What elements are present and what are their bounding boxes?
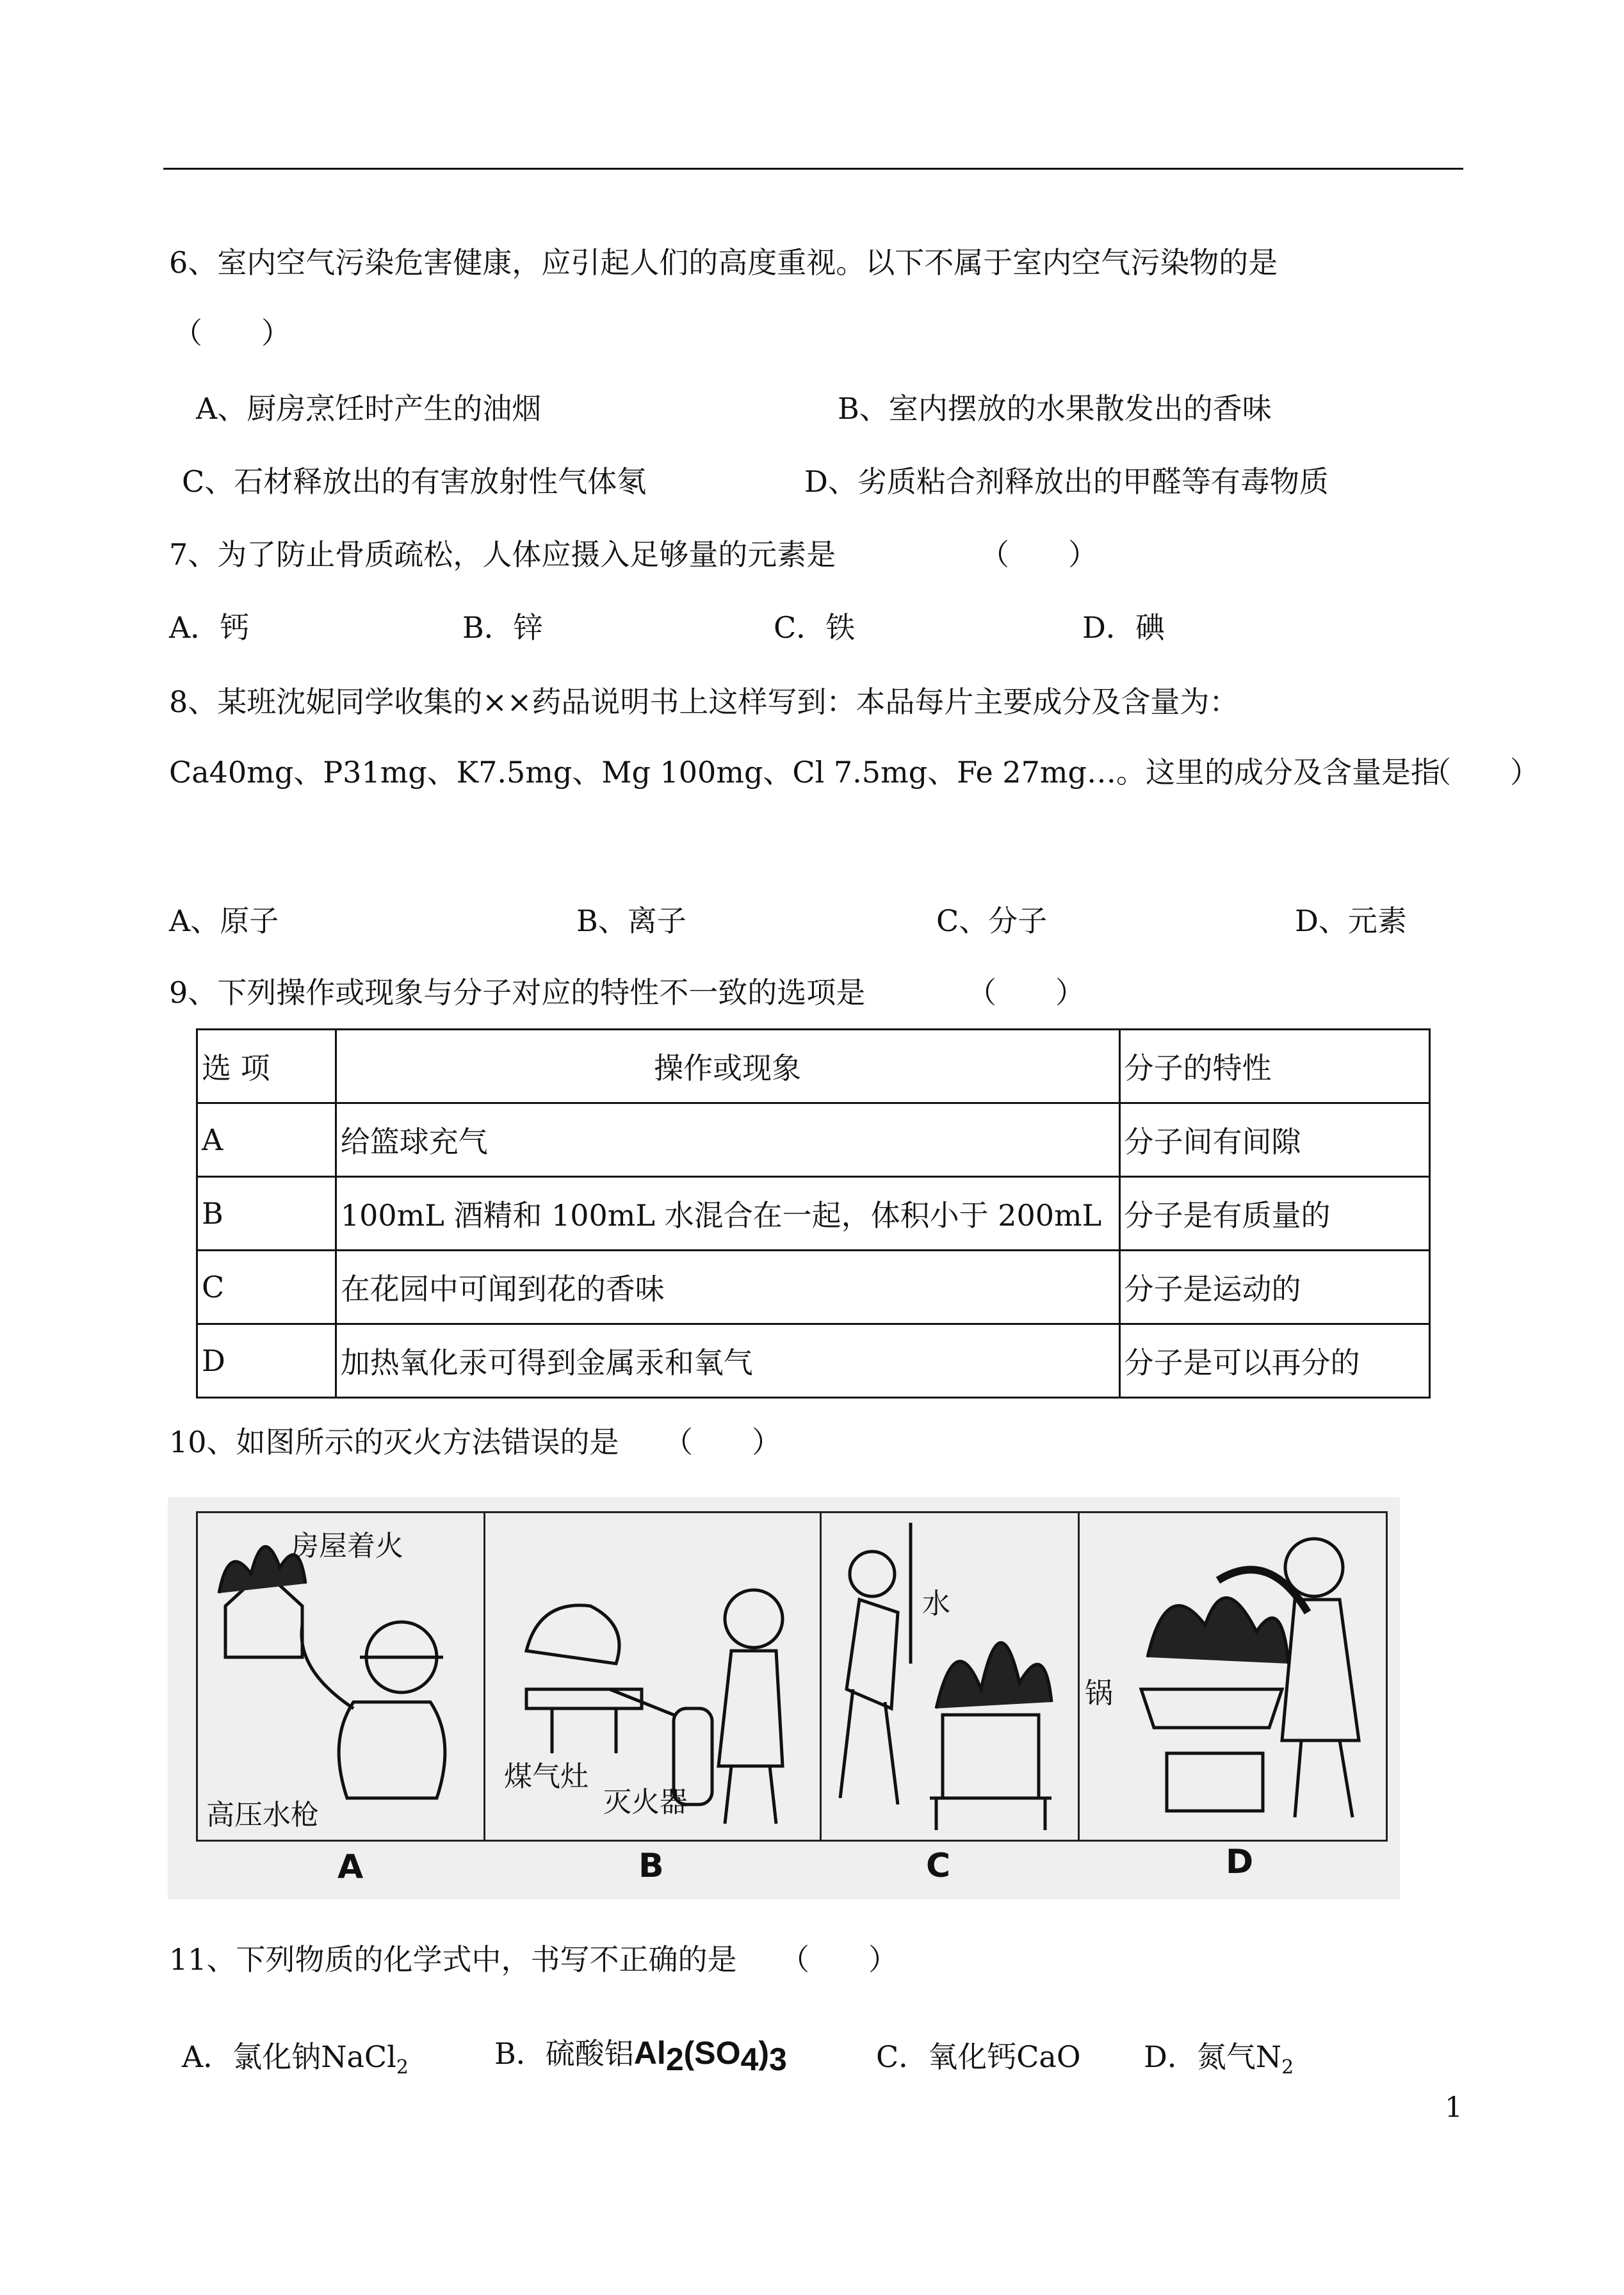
q8-option-b: B、离子 [576,904,686,938]
q9-table [196,1028,1431,1399]
table-row [197,1103,1430,1177]
table-cell-property: 分子是运动的 [1119,1251,1430,1324]
q9-answer-paren: （ ） [967,975,1085,1010]
q11-option-b [494,2034,787,2079]
q11-stem: 11、下列物质的化学式中，书写不正确的是 [169,1942,737,1977]
table-cell-operation: 加热氧化汞可得到金属汞和氧气 [336,1324,1119,1398]
table-header-operation: 操作或现象 [336,1030,1119,1103]
label-water: 水 [922,1587,950,1620]
q6-answer-paren: （ ） [173,316,291,350]
option-d-name: D．氮气 [1144,2040,1256,2074]
q6-stem: 6、室内空气污染危害健康，应引起人们的高度重视。以下不属于室内空气污染物的是 [169,245,1278,280]
option-d-formula: N [1255,2040,1282,2074]
q11-option-c [876,2038,1081,2076]
q6-option-b: B、室内摆放的水果散发出的香味 [838,391,1272,426]
option-a-formula: NaCl [321,2040,396,2074]
option-d-subscript: 2 [1281,2056,1294,2079]
q10-stem: 10、如图所示的灭火方法错误的是 [169,1425,619,1459]
option-c-name: C．氧化钙 [876,2040,1017,2074]
table-cell-operation: 在花园中可闻到花的香味 [336,1251,1119,1324]
label-house-fire: 房屋着火 [291,1530,403,1562]
q6-option-a: A、厨房烹饪时产生的油烟 [196,391,542,426]
woman-pouring-icon [840,1552,898,1804]
q8-option-d: D、元素 [1295,904,1407,938]
figure-letter-d: D [1226,1843,1254,1881]
q11-option-d [1144,2038,1294,2087]
q8-answer-paren: （ ） [1422,755,1539,790]
table-cell-property: 分子是可以再分的 [1119,1324,1430,1398]
option-a-name: A．氯化钠 [182,2040,321,2074]
figure-letter-c: C [926,1847,951,1885]
figure-letter-b: B [638,1847,664,1885]
firefighter-icon [302,1622,445,1798]
q7-stem: 7、为了防止骨质疏松，人体应摄入足够量的元素是 [169,537,836,572]
q6-option-d: D、劣质粘合剂释放出的甲醛等有毒物质 [804,464,1329,499]
q7-answer-paren: （ ） [980,537,1098,572]
q10-answer-paren: （ ） [663,1425,781,1459]
table-cell-property: 分子是有质量的 [1119,1177,1430,1251]
table-row [197,1177,1430,1251]
gas-stove-icon [526,1605,642,1753]
label-high-pressure-water-gun: 高压水枪 [206,1799,319,1831]
option-b-subscript-3: 3 [769,2041,787,2078]
table-cell-property: 分子间有间隙 [1119,1103,1430,1177]
table-cell-option: D [197,1324,336,1398]
q8-stem: 8、某班沈妮同学收集的××药品说明书上这样写到：本品每片主要成分及含量为： [169,685,1239,719]
q7-option-b: B．锌 [462,610,543,645]
q8-stem-continued: Ca40mg、P31mg、K7.5mg、Mg 100mg、Cl 7.5mg、Fe 27mg…。这里的成分及含量是指 [169,755,1440,790]
q9-stem: 9、下列操作或现象与分子对应的特性不一致的选项是 [169,975,866,1010]
table-cell-operation: 给篮球充气 [336,1103,1119,1177]
label-pot: 锅 [1085,1677,1113,1710]
q6-option-c: C、石材释放出的有害放射性气体氡 [182,464,647,499]
q7-option-c: C．铁 [774,610,856,645]
table-header-property: 分子的特性 [1119,1030,1430,1103]
table-header-row [197,1030,1430,1103]
label-gas-stove: 煤气灶 [504,1760,589,1793]
q7-option-d: D．碘 [1082,610,1165,645]
table-cell-option: C [197,1251,336,1324]
table-row [197,1251,1430,1324]
option-b-formula-so: (SO [683,2035,741,2071]
header-rule [163,168,1463,170]
pot-fire-icon [1141,1569,1308,1811]
option-c-formula: CaO [1016,2040,1081,2074]
option-b-subscript-1: 2 [665,2041,684,2078]
table-cell-option: B [197,1177,336,1251]
table-header-option: 选 项 [197,1030,336,1103]
page-number: 1 [1445,2091,1463,2124]
option-b-formula-al: Al [633,2035,666,2071]
option-b-name: B．硫酸铝 [494,2036,634,2071]
q8-option-c: C、分子 [936,904,1048,938]
table-cell-option: A [197,1103,336,1177]
table-row [197,1324,1430,1398]
q7-option-a: A．钙 [169,610,250,645]
option-b-subscript-2: 4 [740,2041,759,2078]
man-icon [719,1590,783,1824]
figure-letter-a: A [337,1848,364,1886]
fire-extinguishing-figure [168,1497,1400,1899]
q8-option-a: A、原子 [169,904,279,938]
option-b-formula-close: ) [758,2035,769,2071]
q11-option-a [182,2038,409,2087]
q11-answer-paren: （ ） [780,1942,898,1977]
woman-icon [1282,1539,1359,1817]
table-cell-operation: 100mL 酒精和 100mL 水混合在一起，体积小于 200mL [336,1177,1119,1251]
label-fire-extinguisher: 灭火器 [603,1786,688,1819]
burning-tv-icon [930,1642,1052,1830]
option-a-subscript: 2 [396,2056,409,2079]
